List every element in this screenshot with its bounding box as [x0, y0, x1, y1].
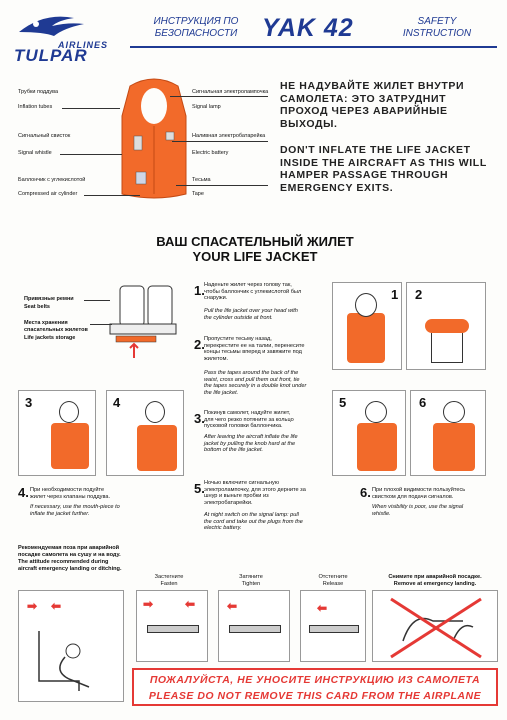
- label-battery-ru: Наливная электробатарейка: [192, 133, 266, 139]
- belt-buckle-icon: [229, 625, 281, 633]
- arrow-right-icon: ➡: [27, 599, 38, 613]
- label-storage-ru-1: Места хранения: [24, 320, 68, 326]
- caption-fasten: Застегните Fasten: [154, 574, 184, 587]
- panel-2: 2: [406, 282, 486, 370]
- header-title-en: SAFETY INSTRUCTION: [402, 16, 472, 39]
- caption-release: Отстегните Release: [318, 574, 348, 587]
- footer-ru: ПОЖАЛУЙСТА, НЕ УНОСИТЕ ИНСТРУКЦИЮ ИЗ САМОЛЕТА: [149, 674, 481, 686]
- caption-tighten: Затяните Tighten: [239, 574, 263, 587]
- label-tape-en: Tape: [192, 191, 204, 197]
- belt-tighten-panel: [218, 590, 290, 662]
- prohibited-cross-icon: [373, 591, 498, 662]
- belt-buckle-icon: [147, 625, 199, 633]
- header-title-ru: ИНСТРУКЦИЯ ПО БЕЗОПАСНОСТИ: [153, 16, 239, 39]
- logo-tulpar-text: TULPAR: [14, 46, 88, 65]
- seat-icon: [100, 282, 184, 358]
- vest-figure-icon: [357, 423, 397, 471]
- label-cylinder-en: Compressed air cylinder: [18, 191, 78, 197]
- step-5: 5. Ночью включите сигнальную электролампочку, для этого дерните за шнур и выньте пробки из электробатарейки. At night switch on the signal lamp: pull the cord and take out the plugs from the electric battery.: [194, 480, 306, 532]
- brace-position-icon: [29, 621, 115, 699]
- footer-en: PLEASE DO NOT REMOVE THIS CARD FROM THE AIRPLANE: [148, 690, 482, 702]
- panel-5: 5: [332, 390, 406, 476]
- label-battery-en: Electric battery: [192, 150, 229, 156]
- step-2: 2. Пропустите тесьму назад, перекрестите ее на талии, перенесите концы тесьмы вперед и завяжите под жилетом. Pass the tapes around the back of the waist, cross and pull them out front, tie the tapes securely in a double knot under the life jacket.: [194, 336, 307, 396]
- label-inflation-tubes-ru: Трубки поддува: [18, 89, 59, 95]
- step-1: 1. Наденьте жилет через голову так, чтобы баллончик с углекислотой был снаружи. Pull the life jacket over your head with the cylinder outside at front.: [194, 282, 302, 321]
- label-inflation-tubes-en: Inflation tubes: [18, 104, 53, 110]
- aircraft-title: YAK 42: [262, 14, 354, 42]
- panel-3: 3: [18, 390, 96, 476]
- warning-ru: НЕ НАДУВАЙТЕ ЖИЛЕТ ВНУТРИ САМОЛЕТА: ЭТО ЗАТРУДНИТ ПРОХОД ЧЕРЕЗ АВАРИЙНЫЕ ВЫХОДЫ.: [280, 80, 465, 130]
- vest-figure-icon: [51, 423, 89, 469]
- label-signal-lamp-ru: Сигнальная электролампочка: [192, 89, 269, 95]
- bird-logo-icon: [14, 10, 114, 40]
- step-4: 4. При необходимости подуйте жилет через клапаны поддува. If necessary, use the mouth-piece to inflate the jacket further.: [18, 485, 120, 517]
- logo-airlines-text: AIRLINES: [58, 40, 109, 50]
- label-seat-belts-ru: Привязные ремни: [24, 296, 74, 302]
- arrow-left-icon: ⬅: [51, 599, 62, 613]
- belt-fasten-panel: [136, 590, 208, 662]
- panel-6: 6: [410, 390, 486, 476]
- caption-remove: Снимите при аварийной посадке. Remove at emergency landing.: [388, 574, 482, 587]
- label-signal-lamp-en: Signal lamp: [192, 104, 221, 110]
- vest-figure-icon: [433, 423, 475, 471]
- label-tape-ru: Тесьма: [192, 177, 211, 183]
- footer-notice: [132, 668, 498, 706]
- label-whistle-ru: Сигнальный свисток: [18, 133, 71, 139]
- panel-1: 1: [332, 282, 402, 370]
- panel-4: 4: [106, 390, 184, 476]
- label-whistle-en: Signal whistle: [18, 150, 52, 156]
- label-cylinder-ru: Баллончик с углекислотой: [18, 177, 86, 183]
- section-title: ВАШ СПАСАТЕЛЬНЫЙ ЖИЛЕТ YOUR LIFE JACKET: [156, 234, 354, 264]
- label-storage-en: Life jackets storage: [24, 335, 76, 341]
- arrow-left-icon: ⬅: [227, 599, 238, 613]
- warning-block: [280, 80, 502, 194]
- warning-en: DON'T INFLATE THE LIFE JACKET INSIDE THE AIRCRAFT AS THIS WILL HAMPER PASSAGE THROUGH EMERGENCY EXITS.: [280, 144, 487, 194]
- posture-panel: [18, 590, 124, 702]
- posture-text: Рекомендуемая поза при аварийной посадке самолета на сушу и на воду. The attitude recommended during aircraft emergency landing or ditching.: [18, 545, 122, 572]
- label-storage-ru-2: спасательных жилетов: [24, 327, 88, 333]
- belt-release-panel: [300, 590, 366, 662]
- belt-buckle-icon: [309, 625, 359, 633]
- arrow-left-icon: ⬅: [317, 601, 328, 615]
- header-divider: [130, 46, 497, 48]
- remove-shoes-panel: [372, 590, 498, 662]
- vest-collar-icon: [425, 319, 469, 333]
- step-3: 3. Покинув самолет, надуйте жилет, для чего резко потяните за кольцо пусковой головки баллончика. After leaving the aircraft inflate the life jacket by pulling the knob hard at the bottom of the life jacket.: [194, 410, 298, 454]
- vest-figure-icon: [347, 313, 385, 363]
- step-6: 6. При плохой видимости пользуйтесь свистком для подачи сигналов. When visibility is poor, use the signal whistle.: [360, 485, 466, 517]
- label-seat-belts-en: Seat belts: [24, 304, 50, 310]
- arrow-left-icon: ⬅: [185, 597, 196, 611]
- arrow-right-icon: ➡: [143, 597, 154, 611]
- vest-figure-icon: [137, 425, 177, 471]
